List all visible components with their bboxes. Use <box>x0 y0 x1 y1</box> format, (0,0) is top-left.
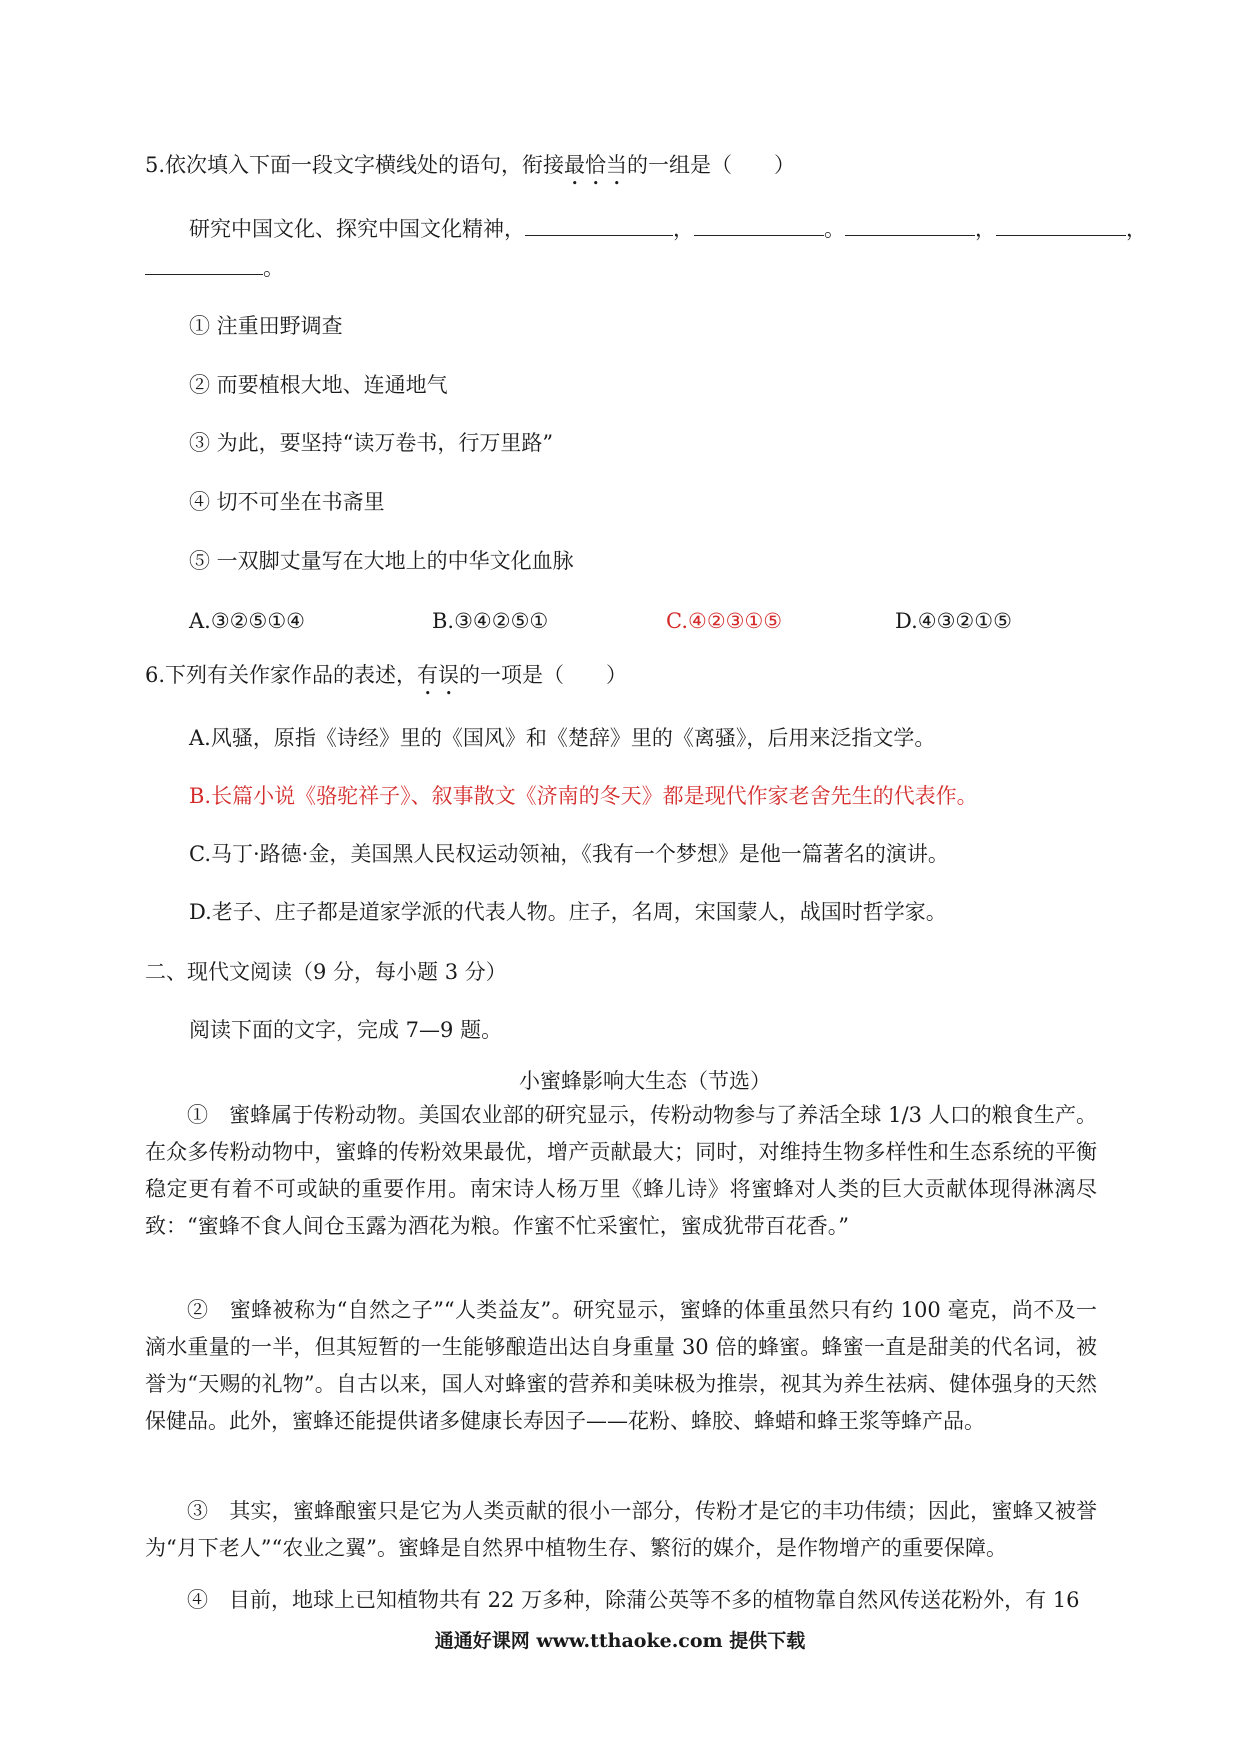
q5-option-c-answer: C.④②③①⑤ <box>666 609 783 633</box>
q5-passage-end: 。 <box>263 256 284 280</box>
q6-option-d: D.老子、庄子都是道家学派的代表人物。庄子，名周，宋国蒙人，战国时哲学家。 <box>189 900 947 924</box>
q5-blank-5 <box>145 252 263 275</box>
article-paragraph-2: ② 蜜蜂被称为“自然之子”“人类益友”。研究显示，蜜蜂的体重虽然只有约 100 毫克，尚不及一滴水重量的一半，但其短暂的一生能够酿造出达自身重量 30 倍的蜂蜜。蜂蜜一直是甜美的代名词，被誉为“天赐的礼物”。自古以来，国人对蜂蜜的营养和美味极为推崇，视其为养生祛病、健体强身的天然保健品。此外，蜜蜂还能提供诸多健康长寿因子——花粉、蜂胶、蜂蜡和蜂王浆等蜂产品。 <box>145 1298 1097 1433</box>
q6-option-a: A.风骚，原指《诗经》里的《国风》和《楚辞》里的《离骚》，后用来泛指文学。 <box>189 726 936 750</box>
q6-stem <box>145 660 627 700</box>
q6-stem-prefix: 6.下列有关作家作品的表述， <box>145 663 418 687</box>
q5-item-4: ④ 切不可坐在书斋里 <box>189 490 385 514</box>
q5-item-5: ⑤ 一双脚丈量写在大地上的中华文化血脉 <box>189 549 574 573</box>
q6-stem-suffix: 的一项是（ ） <box>459 663 628 687</box>
section2-instruction: 阅读下面的文字，完成 7—9 题。 <box>189 1018 503 1042</box>
q5-stem <box>145 150 795 190</box>
q5-stem-suffix: 的一组是（ ） <box>627 153 796 177</box>
q6-stem-emphasis: 有误 <box>417 663 460 687</box>
article-paragraph-4: ④ 目前，地球上已知植物共有 22 万多种，除蒲公英等不多的植物靠自然风传送花粉外，有 16 <box>187 1588 1080 1612</box>
q5-stem-emphasis: 最恰当 <box>564 153 628 177</box>
q6-option-c: C.马丁·路德·金，美国黑人民权运动领袖，《我有一个梦想》是他一篇著名的演讲。 <box>189 842 949 866</box>
q5-blank-4 <box>996 213 1126 236</box>
q5-option-b: B.③④②⑤① <box>432 609 549 633</box>
q5-passage-line1 <box>189 213 1147 244</box>
q5-sep-3: ， <box>975 217 996 241</box>
section2-heading: 二、现代文阅读（9 分，每小题 3 分） <box>145 960 507 984</box>
q5-blank-2 <box>694 213 824 236</box>
q5-item-3: ③ 为此，要坚持“读万卷书，行万里路” <box>189 431 554 455</box>
article-paragraph-3: ③ 其实，蜜蜂酿蜜只是它为人类贡献的很小一部分，传粉才是它的丰功伟绩；因此，蜜蜂又被誉为“月下老人”“农业之翼”。蜜蜂是自然界中植物生存、繁衍的媒介，是作物增产的重要保障。 <box>145 1499 1097 1560</box>
q6-option-b-answer: B.长篇小说《骆驼祥子》、叙事散文《济南的冬天》都是现代作家老舍先生的代表作。 <box>189 784 978 808</box>
q5-item-2: ② 而要植根大地、连通地气 <box>189 373 448 397</box>
q5-option-a: A.③②⑤①④ <box>189 609 305 633</box>
q5-stem-prefix: 5.依次填入下面一段文字横线处的语句，衔接 <box>145 153 565 177</box>
q5-blank-1 <box>525 213 673 236</box>
q5-sep-1: ， <box>673 217 694 241</box>
q5-passage-line2 <box>145 252 284 283</box>
article-title: 小蜜蜂影响大生态（节选） <box>519 1069 771 1093</box>
article-paragraph-1: ① 蜜蜂属于传粉动物。美国农业部的研究显示，传粉动物参与了养活全球 1/3 人口的粮食生产。在众多传粉动物中，蜜蜂的传粉效果最优，增产贡献最大；同时，对维持生物多样性和生态系统的平衡稳定更有着不可或缺的重要作用。南宋诗人杨万里《蜂儿诗》将蜜蜂对人类的巨大贡献体现得淋漓尽致：“蜜蜂不食人间仓玉露为酒花为粮。作蜜不忙采蜜忙，蜜成犹带百花香。” <box>145 1103 1097 1238</box>
q5-passage-start: 研究中国文化、探究中国文化精神， <box>189 217 525 241</box>
q5-option-d: D.④③②①⑤ <box>895 609 1012 633</box>
q5-sep-2: 。 <box>824 217 845 241</box>
q5-sep-4: ， <box>1126 217 1147 241</box>
page-footer: 通通好课网 www.tthaoke.com 提供下载 <box>434 1630 806 1652</box>
q5-item-1: ① 注重田野调查 <box>189 314 343 338</box>
q5-blank-3 <box>845 213 975 236</box>
